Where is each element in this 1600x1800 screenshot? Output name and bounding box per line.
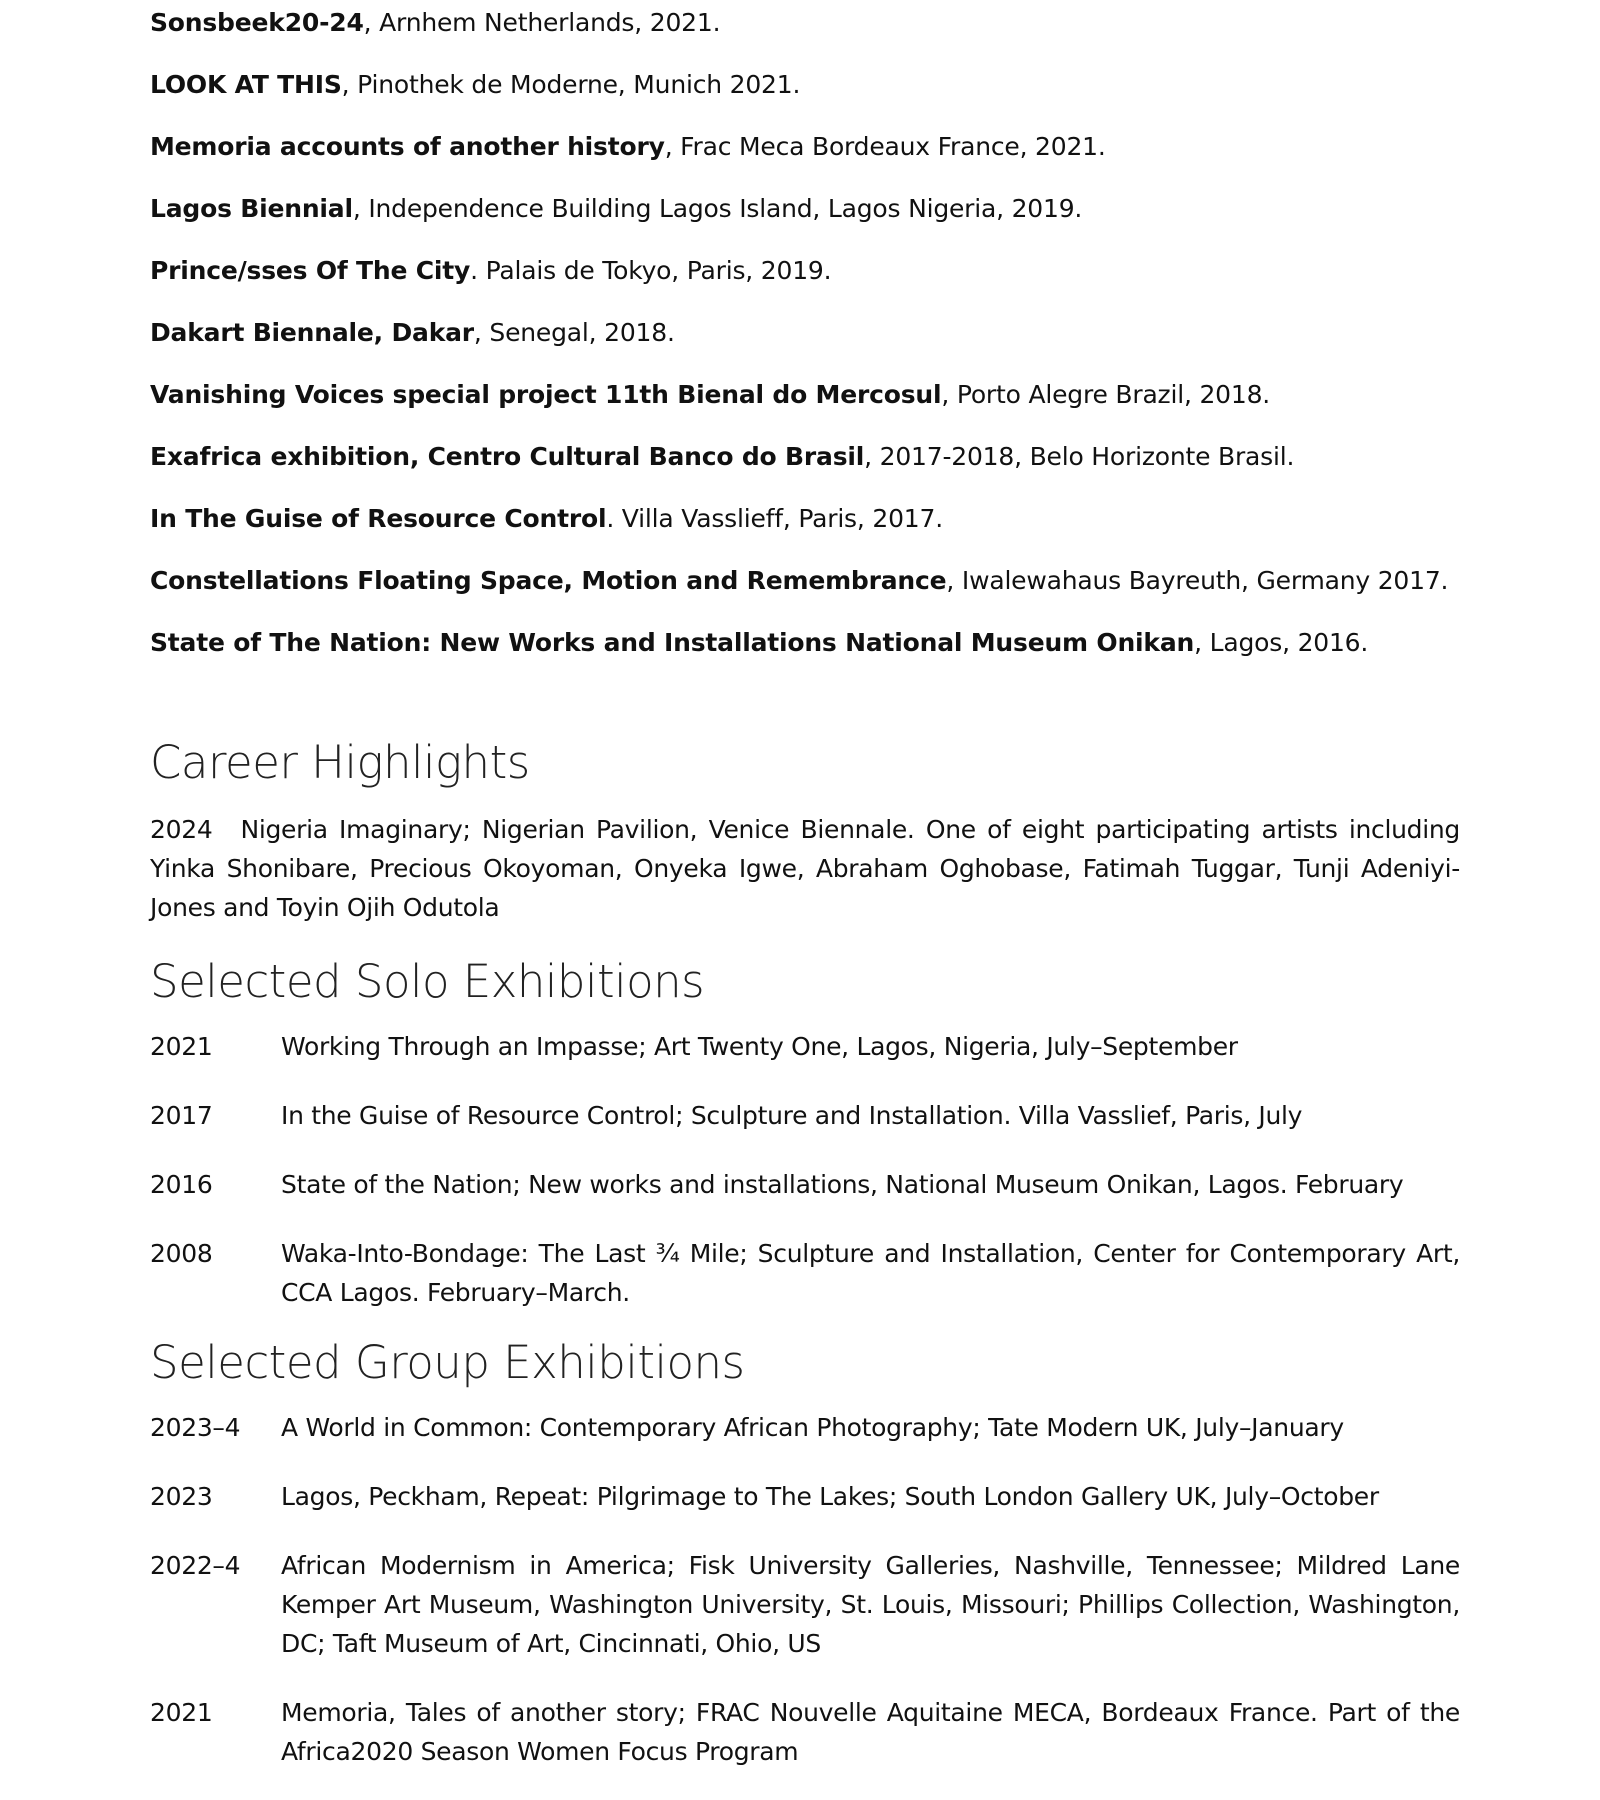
group-exhibition-row [150, 1546, 1460, 1663]
exhibition-item: Lagos Biennial, Independence Building Lagos Island, Lagos Nigeria, 2019. [150, 194, 1083, 223]
solo-exhibitions-section [150, 955, 1460, 1312]
career-highlights-section [150, 736, 1460, 927]
exhibition-item: State of The Nation: New Works and Installations National Museum Onikan, Lagos, 2016. [150, 628, 1369, 657]
row-year: 2021 [150, 1698, 213, 1727]
highlight-text: Nigeria Imaginary; Nigerian Pavilion, Venice Biennale. One of eight participating artists including Yinka Shonibare, Precious Okoyoman, Onyeka Igwe, Abraham Oghobase, Fatimah Tuggar, Tunji Adeniyi-Jones and Toyin Ojih Odutola [150, 815, 1460, 922]
group-exhibition-row [150, 1693, 1460, 1771]
cv-page [150, 0, 1460, 1771]
row-description: Lagos, Peckham, Repeat: Pilgrimage to The Lakes; South London Gallery UK, July–October [281, 1482, 1379, 1511]
row-description: Waka-Into-Bondage: The Last ¾ Mile; Sculpture and Installation, Center for Contemporary Art, CCA Lagos. February–March. [281, 1239, 1460, 1307]
solo-exhibition-row [150, 1234, 1460, 1312]
row-year: 2022–4 [150, 1551, 241, 1580]
group-exhibitions-heading: Selected Group Exhibitions [150, 1336, 745, 1389]
row-description: Working Through an Impasse; Art Twenty One, Lagos, Nigeria, July–September [281, 1032, 1238, 1061]
solo-exhibition-row [150, 1096, 1460, 1135]
group-exhibitions-section [150, 1336, 1460, 1771]
row-description: Memoria, Tales of another story; FRAC Nouvelle Aquitaine MECA, Bordeaux France. Part of the Africa2020 Season Women Focus Program [281, 1698, 1460, 1766]
row-description: A World in Common: Contemporary African Photography; Tate Modern UK, July–January [281, 1413, 1344, 1442]
exhibition-list [150, 6, 1460, 696]
exhibition-item: Sonsbeek20-24, Arnhem Netherlands, 2021. [150, 8, 721, 37]
row-year: 2021 [150, 1032, 213, 1061]
row-description: In the Guise of Resource Control; Sculpture and Installation. Villa Vasslief, Paris, July [281, 1101, 1303, 1130]
exhibition-item: Prince/sses Of The City. Palais de Tokyo, Paris, 2019. [150, 256, 832, 285]
highlight-year: 2024 [150, 815, 213, 844]
career-highlight-entry [150, 810, 1460, 927]
exhibition-item: Dakart Biennale, Dakar, Senegal, 2018. [150, 318, 675, 347]
exhibition-item: Vanishing Voices special project 11th Bienal do Mercosul, Porto Alegre Brazil, 2018. [150, 380, 1271, 409]
solo-exhibition-row [150, 1027, 1460, 1066]
exhibition-item: In The Guise of Resource Control. Villa Vasslieff, Paris, 2017. [150, 504, 943, 533]
career-highlights-heading: Career Highlights [150, 736, 530, 789]
exhibition-item: LOOK AT THIS, Pinothek de Moderne, Munich 2021. [150, 70, 801, 99]
row-year: 2008 [150, 1239, 213, 1268]
group-exhibition-row [150, 1477, 1460, 1516]
row-year: 2016 [150, 1170, 213, 1199]
exhibition-item: Memoria accounts of another history, Frac Meca Bordeaux France, 2021. [150, 132, 1106, 161]
solo-exhibition-row [150, 1165, 1460, 1204]
row-year: 2023 [150, 1482, 213, 1511]
row-year: 2023–4 [150, 1413, 241, 1442]
row-year: 2017 [150, 1101, 213, 1130]
solo-exhibitions-heading: Selected Solo Exhibitions [150, 955, 705, 1008]
row-description: State of the Nation; New works and installations, National Museum Onikan, Lagos. February [281, 1170, 1404, 1199]
row-description: African Modernism in America; Fisk University Galleries, Nashville, Tennessee; Mildred Lane Kemper Art Museum, Washington University, St. Louis, Missouri; Phillips Collection, Washington, DC; Taft Museum of Art, Cincinnati, Ohio, US [281, 1551, 1460, 1658]
group-exhibition-row [150, 1408, 1460, 1447]
exhibition-item: Constellations Floating Space, Motion and Remembrance, Iwalewahaus Bayreuth, Germany 2017. [150, 566, 1449, 595]
exhibition-item: Exafrica exhibition, Centro Cultural Banco do Brasil, 2017-2018, Belo Horizonte Brasil. [150, 442, 1295, 471]
